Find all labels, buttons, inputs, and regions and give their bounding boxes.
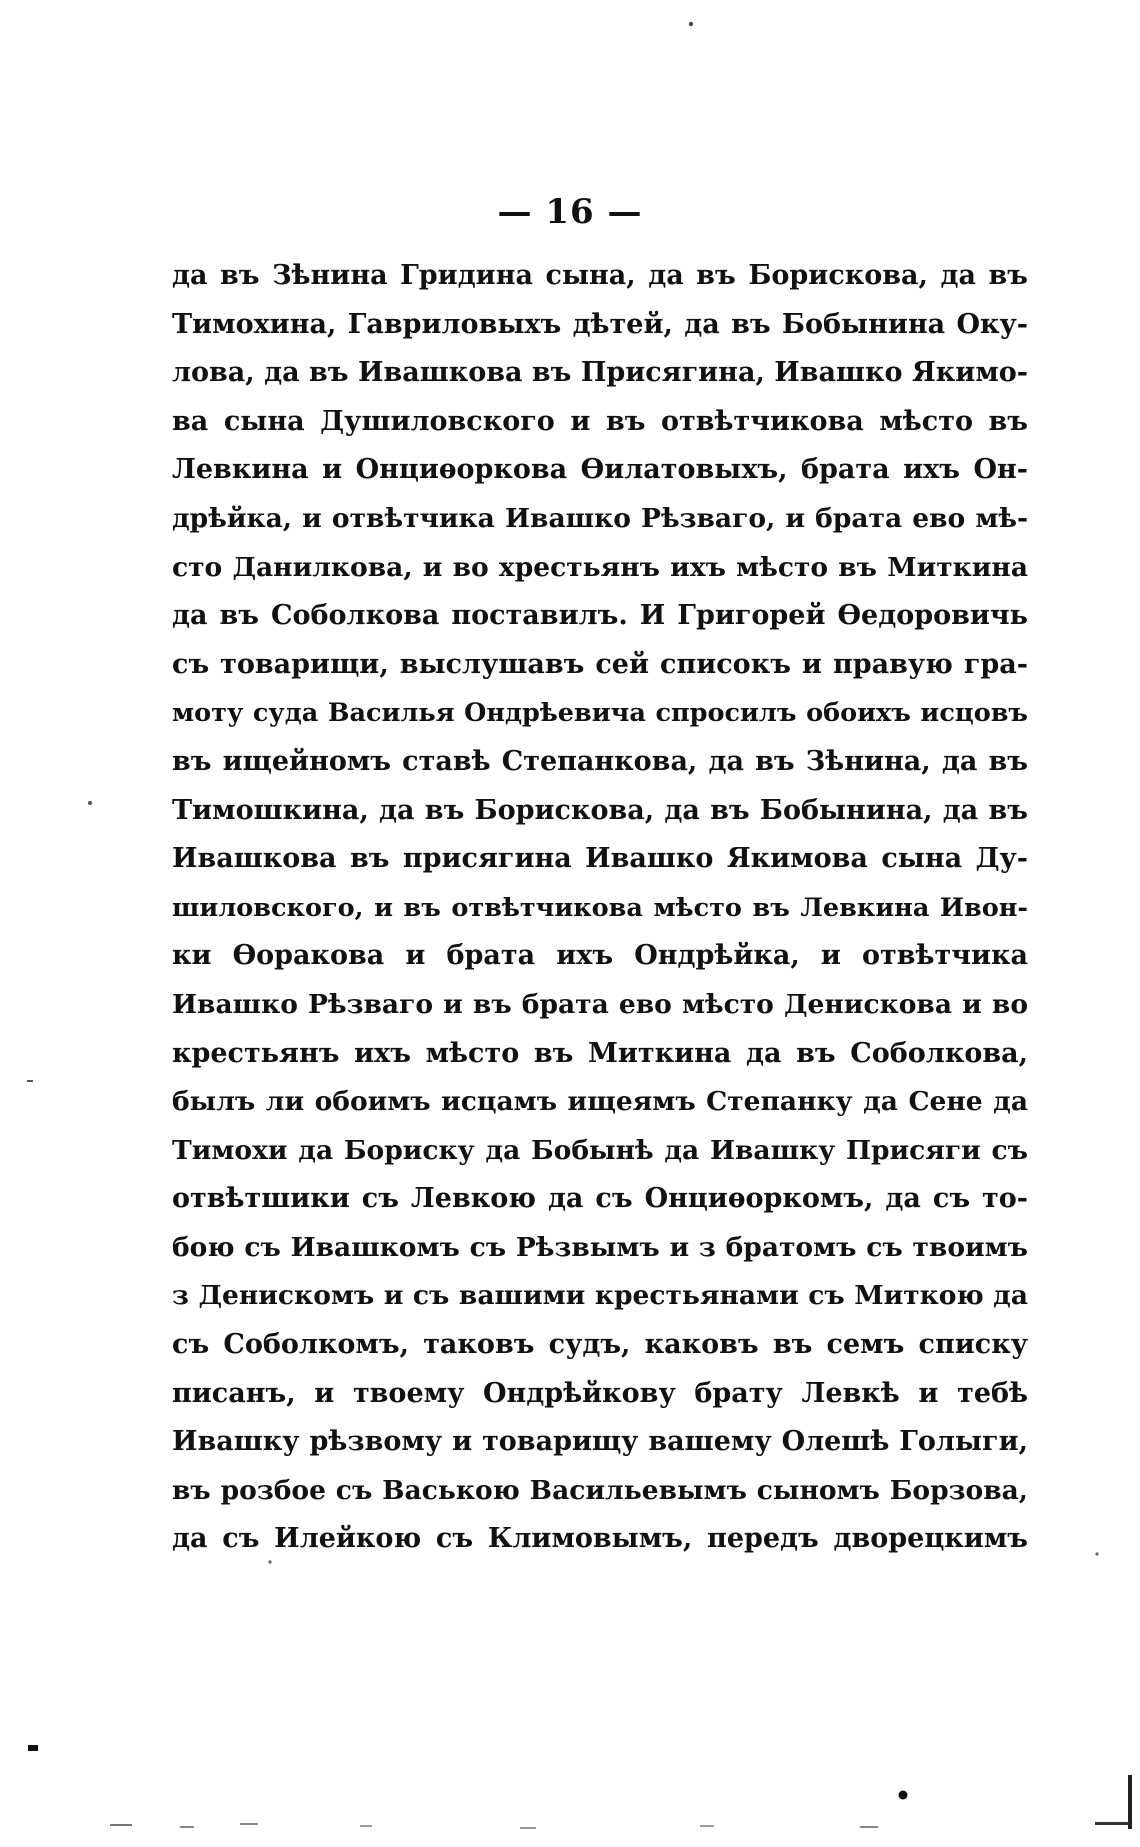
- text-line: крестьянъ ихъ мѣсто въ Миткина да въ Соболкова,: [172, 1037, 1028, 1069]
- text-line: Тимохина, Гавриловыхъ дѣтей, да въ Бобынина Оку-: [172, 308, 1028, 340]
- scan-speck: [520, 1827, 536, 1829]
- text-line: съ товарищи, выслушавъ сей списокъ и правую гра-: [172, 648, 1028, 680]
- scan-speck: [360, 1825, 372, 1827]
- scan-speck: [27, 1080, 33, 1082]
- text-line: съ Соболкомъ, таковъ судъ, каковъ въ семъ списку: [172, 1329, 1028, 1361]
- scan-speck: [689, 22, 693, 26]
- scan-speck: [1128, 1775, 1132, 1829]
- body-text: [172, 252, 1028, 1564]
- scan-speck: [1095, 1552, 1098, 1555]
- text-line: моту суда Василья Ондрѣевича спросилъ обоихъ исцовъ: [172, 698, 1028, 729]
- text-line: Тимохи да Бориску да Бобынѣ да Ивашку Присяги съ: [172, 1134, 1028, 1166]
- text-line: сто Данилкова, и во хрестьянъ ихъ мѣсто въ Миткина: [172, 551, 1028, 583]
- text-line: Левкина и Онциѳоркова Ѳилатовыхъ, брата ихъ Он-: [172, 454, 1028, 486]
- scan-speck: [700, 1825, 714, 1827]
- scan-speck: [1095, 1822, 1129, 1825]
- scan-speck: [860, 1826, 878, 1828]
- text-line: отвѣтшики съ Левкою да съ Онциѳоркомъ, да съ то-: [172, 1183, 1028, 1215]
- text-line: въ розбое съ Ваською Васильевымъ сыномъ Борзова,: [172, 1474, 1028, 1506]
- scan-speck: [88, 801, 92, 805]
- text-line: писанъ, и твоему Ондрѣйкову брату Левкѣ и тебѣ: [172, 1377, 1028, 1409]
- scan-speck: [110, 1824, 132, 1826]
- text-line: бою съ Ивашкомъ съ Рѣзвымъ и з братомъ съ твоимъ: [172, 1231, 1028, 1263]
- page-number: — 16 —: [497, 192, 643, 232]
- text-line: шиловского, и въ отвѣтчикова мѣсто въ Левкина Ивон-: [172, 892, 1028, 923]
- text-line: ки Ѳоракова и брата ихъ Ондрѣйка, и отвѣтчика: [172, 940, 1028, 972]
- text-line: Ивашку рѣзвому и товарищу вашему Олешѣ Голыги,: [172, 1426, 1028, 1458]
- text-line: Тимошкина, да въ Борискова, да въ Бобынина, да въ: [172, 794, 1028, 826]
- scan-speck: [899, 1791, 908, 1800]
- text-line: Ивашко Рѣзваго и въ брата ево мѣсто Денискова и во: [172, 988, 1028, 1020]
- text-line: ва сына Душиловского и въ отвѣтчикова мѣсто въ: [172, 405, 1028, 437]
- text-line: въ ищейномъ ставѣ Степанкова, да въ Зѣнина, да въ: [172, 745, 1028, 777]
- text-line: з Денискомъ и съ вашими крестьянами съ Миткою да: [172, 1280, 1028, 1312]
- text-line: да съ Илейкою съ Климовымъ, передъ дворецкимъ: [172, 1523, 1028, 1555]
- scan-speck: [28, 1745, 38, 1751]
- scan-speck: [180, 1826, 194, 1828]
- text-line: да въ Зѣнина Гридина сына, да въ Борискова, да въ: [172, 260, 1028, 291]
- scan-speck: [240, 1823, 258, 1825]
- text-line: Ивашкова въ присягина Ивашко Якимова сына Ду-: [172, 843, 1028, 875]
- text-line: былъ ли обоимъ исцамъ ищеямъ Степанку да Сене да: [172, 1086, 1028, 1118]
- text-line: да въ Соболкова поставилъ. И Григорей Ѳедоровичь: [172, 600, 1028, 632]
- text-line: дрѣйка, и отвѣтчика Ивашко Рѣзваго, и брата ево мѣ-: [172, 502, 1028, 534]
- text-line: лова, да въ Ивашкова въ Присягина, Ивашко Якимо-: [172, 357, 1028, 389]
